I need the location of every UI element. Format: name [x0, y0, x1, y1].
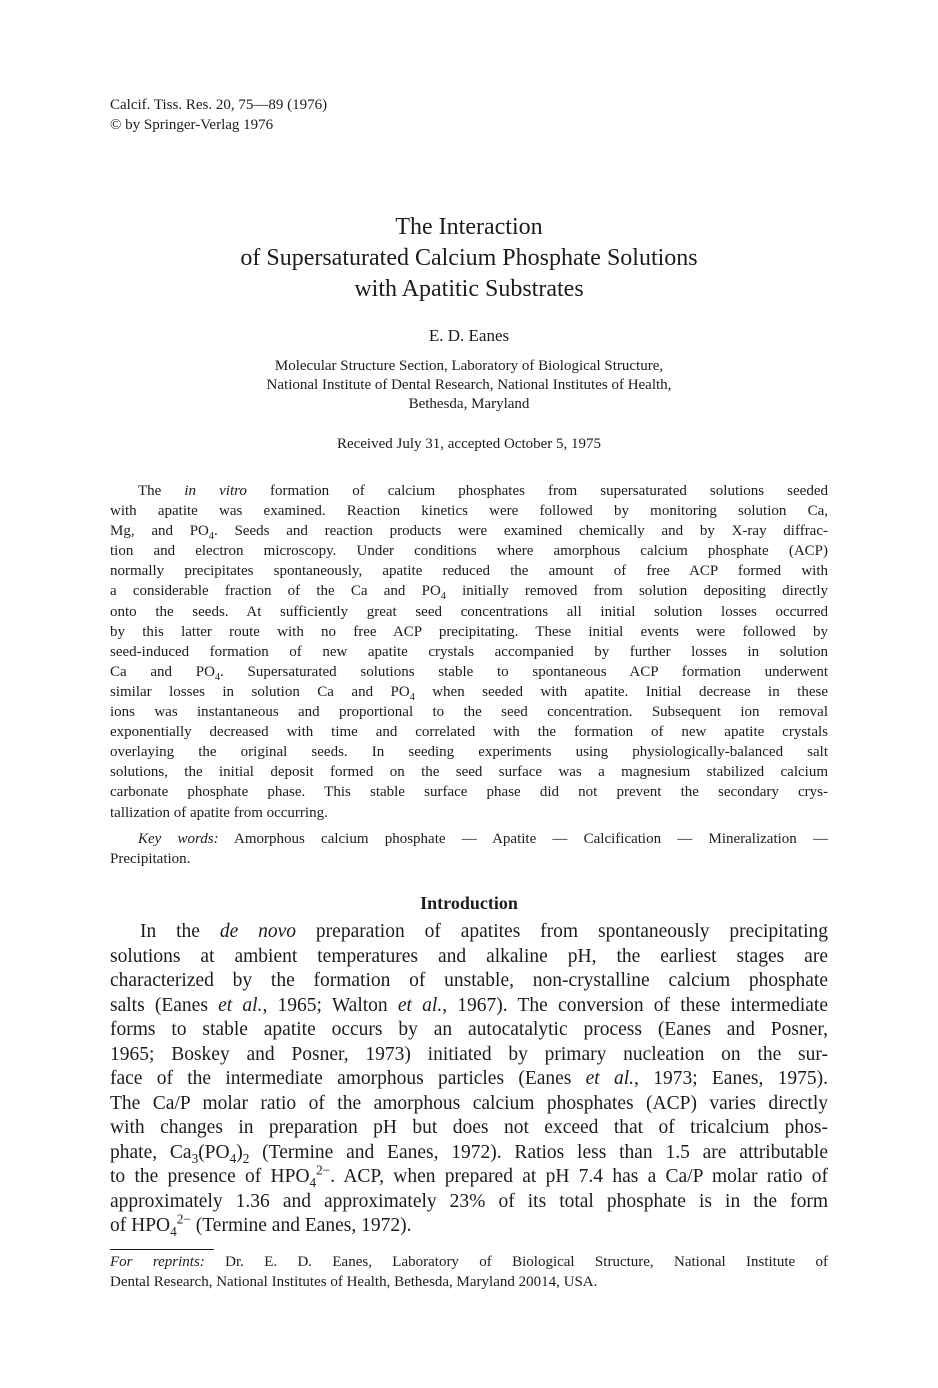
body-line: In the de novo preparation of apatites from spontaneously precipitating — [140, 921, 828, 942]
abstract-line: Mg, and $PO_4$. Seeds and reaction products were examined chemically and by X-ray diffrac- — [110, 523, 828, 543]
abstract-line: onto the seeds. At sufficiently great seed concentrations all initial solution losses occurred — [110, 603, 828, 620]
reprints-footnote — [110, 1252, 828, 1292]
abstract-line: tallization of apatite from occurring. — [110, 804, 328, 821]
affiliation-line: Molecular Structure Section, Laboratory of Biological Structure, — [274, 358, 664, 374]
keywords-line: Key words: Amorphous calcium phosphate — Apatite — Calcification — Mineralization — — [138, 831, 828, 847]
abstract-line: by this latter route with no free ACP precipitating. These initial events were followed by — [110, 623, 828, 640]
abstract-line: tion and electron microscopy. Under conditions where amorphous calcium phosphate (ACP) — [110, 543, 828, 560]
keywords-line: Precipitation. — [110, 851, 191, 867]
body-line: phate, $Ca_3(PO_4)_2$ (Termine and Eanes, 1972). Ratios less than 1.5 are attributable — [110, 1141, 829, 1166]
abstract-line: normally precipitates spontaneously, apatite reduced the amount of free ACP formed with — [110, 563, 828, 580]
abstract-line: solutions, the initial deposit formed on the seed surface was a magnesium stabilized calcium — [110, 764, 828, 781]
footnote-line: For reprints: Dr. E. D. Eanes, Laboratory of Biological Structure, National Institute of — [110, 1254, 828, 1270]
paper-title — [110, 212, 828, 305]
body-line: approximately 1.36 and approximately 23% of its total phosphate is in the form — [110, 1190, 828, 1212]
body-line: forms to stable apatite occurs by an autocatalytic process (Eanes and Posner, — [110, 1019, 828, 1040]
abstract-line: with apatite was examined. Reaction kinetics were followed by monitoring solution Ca, — [110, 503, 828, 520]
author-name: E. D. Eanes — [428, 326, 510, 345]
body-line: face of the intermediate amorphous particles (Eanes et al., 1973; Eanes, 1975). — [110, 1068, 828, 1089]
keywords-label: Key words: — [138, 831, 219, 847]
abstract-line: similar losses in solution Ca and $PO_4$ when seeded with apatite. Initial decrease in these — [110, 683, 828, 703]
body-line: The Ca/P molar ratio of the amorphous calcium phosphates (ACP) varies directly — [110, 1092, 828, 1114]
title-line: of Supersaturated Calcium Phosphate Solutions — [240, 245, 698, 271]
affiliation-line: National Institute of Dental Research, National Institutes of Health, — [266, 377, 672, 393]
journal-copyright: © by Springer-Verlag 1976 — [110, 117, 274, 133]
introduction-body — [110, 920, 828, 1239]
abstract-line: Ca and $PO_4$. Supersaturated solutions stable to spontaneous ACP formation underwent — [110, 663, 828, 683]
body-line: solutions at ambient temperatures and alkaline pH, the earliest stages are — [110, 945, 828, 967]
received-date: Received July 31, accepted October 5, 1975 — [336, 436, 602, 452]
abstract-line: a considerable fraction of the Ca and $PO_4$ initially removed from solution depositing directly — [110, 583, 828, 603]
keywords — [110, 829, 828, 869]
body-line: of $HPO_4^{2-}$ (Termine and Eanes, 1972). — [110, 1211, 412, 1239]
title-line: with Apatitic Substrates — [354, 276, 584, 302]
title-line: The Interaction — [395, 214, 543, 240]
journal-header — [110, 95, 327, 135]
abstract-line: carbonate phosphate phase. This stable surface phase did not prevent the secondary crys- — [110, 784, 828, 801]
abstract-line: overlaying the original seeds. In seeding experiments using physiologically-balanced salt — [110, 744, 828, 761]
affiliation-line: Bethesda, Maryland — [408, 396, 530, 412]
abstract-line: exponentially decreased with time and correlated with the formation of new apatite crystals — [110, 724, 828, 741]
abstract-line: seed-induced formation of new apatite crystals accompanied by further losses in solution — [110, 643, 828, 660]
body-line: to the presence of $HPO_4^{2-}$. ACP, when prepared at pH 7.4 has a Ca/P molar ratio of — [110, 1162, 828, 1190]
footnote-divider — [110, 1249, 214, 1250]
abstract — [110, 481, 828, 823]
abstract-line: ions was instantaneous and proportional to the seed concentration. Subsequent ion removal — [110, 704, 828, 721]
section-heading: Introduction — [420, 893, 518, 913]
body-line: characterized by the formation of unstable, non-crystalline calcium phosphate — [110, 970, 828, 991]
footnote-label: For reprints: — [110, 1254, 205, 1270]
footnote-line: Dental Research, National Institutes of Health, Bethesda, Maryland 20014, USA. — [110, 1274, 598, 1290]
journal-citation: Calcif. Tiss. Res. 20, 75—89 (1976) — [110, 97, 328, 113]
author-affiliation — [110, 357, 828, 414]
body-line: with changes in preparation pH but does not exceed that of tricalcium phos- — [110, 1117, 828, 1138]
body-line: salts (Eanes et al., 1965; Walton et al., 1967). The conversion of these intermediate — [110, 994, 828, 1016]
abstract-line: The in vitro formation of calcium phosphates from supersaturated solutions seeded — [138, 483, 828, 499]
body-line: 1965; Boskey and Posner, 1973) initiated by primary nucleation on the sur- — [110, 1043, 828, 1065]
